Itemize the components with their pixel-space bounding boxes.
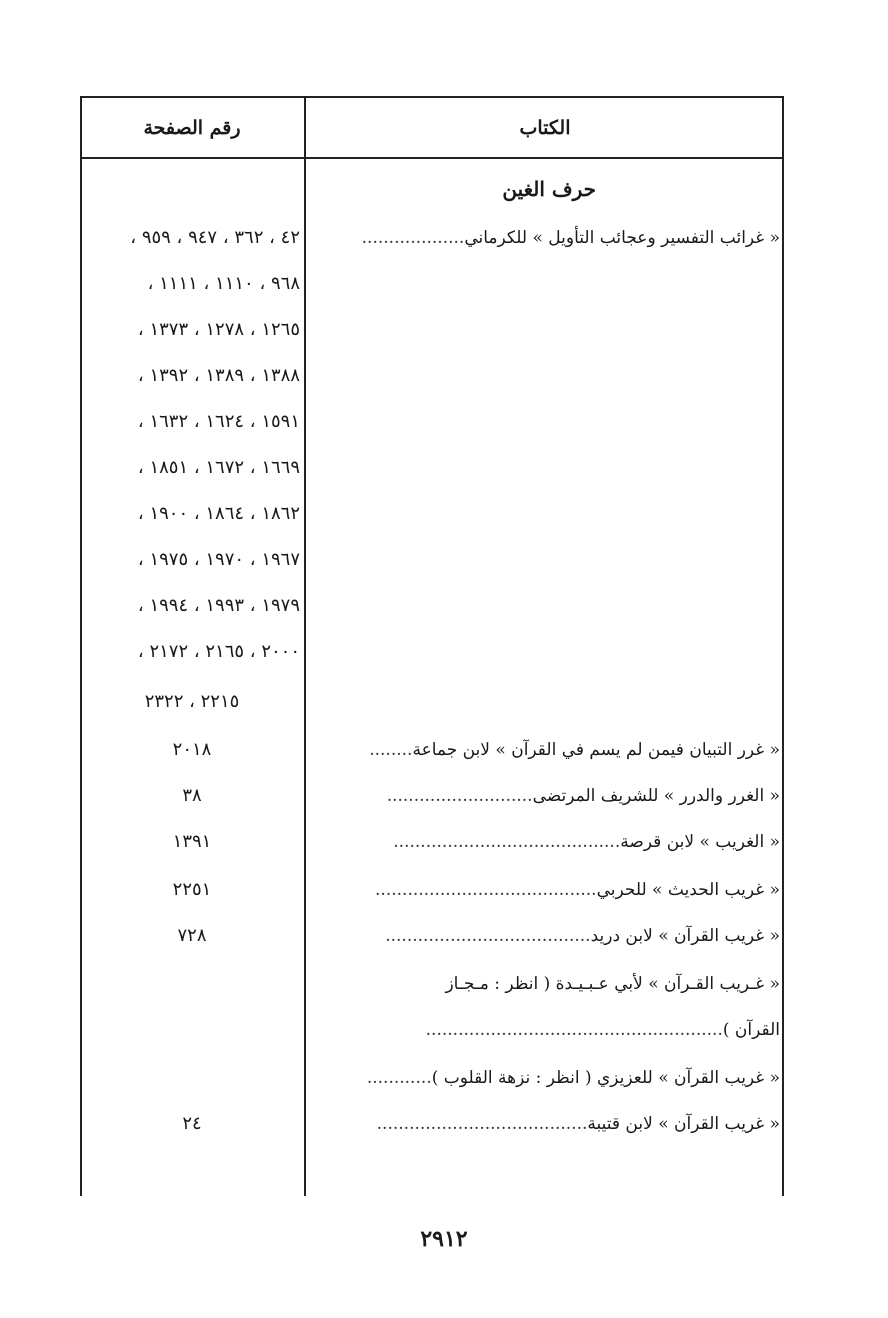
page-number: ٣٨ — [182, 785, 202, 806]
book-entry — [312, 734, 780, 766]
page-number: ١٣٩١ — [172, 831, 212, 852]
section-heading: حرف الغين — [502, 177, 596, 201]
book-entry — [312, 222, 780, 254]
leader-dots: ....................................................... — [425, 1020, 723, 1040]
leader-dots: ................... — [361, 228, 465, 248]
book-entry-continuation — [312, 1014, 780, 1046]
leader-dots: ........................... — [386, 786, 533, 806]
page-number: ٢٠١٨ — [172, 739, 212, 760]
page-list-line: ٩٦٨ ، ١١١٠ ، ١١١١ ، — [147, 273, 300, 294]
book-title: « غريب القرآن » للعزيزي ( انظر : نزهة القلوب ) — [431, 1068, 780, 1088]
leader-dots: ...................................... — [385, 926, 591, 946]
page-number: ٢٤ — [182, 1113, 202, 1134]
column-divider — [304, 96, 306, 1196]
page-column-header: رقم الصفحة — [143, 117, 241, 139]
book-title: « غريب القرآن » لابن قتيبة — [587, 1114, 780, 1134]
page-list-line: ١٩٧٩ ، ١٩٩٣ ، ١٩٩٤ ، — [137, 595, 300, 616]
book-entry — [312, 968, 780, 1000]
book-title: « غرر التبيان فيمن لم يسم في القرآن » لابن جماعة — [412, 740, 780, 760]
book-entry — [312, 780, 780, 812]
book-title: « الغريب » لابن قرصة — [620, 832, 780, 852]
book-entry — [312, 826, 780, 858]
book-title: « غـريب القـرآن » لأبي عـبـيـدة ( انظر : مـجـاز — [445, 974, 780, 994]
leader-dots: ....................................... — [376, 1114, 588, 1134]
page-list-line: ١٩٦٧ ، ١٩٧٠ ، ١٩٧٥ ، — [137, 549, 300, 570]
page-list-line: ١٥٩١ ، ١٦٢٤ ، ١٦٣٢ ، — [137, 411, 300, 432]
page-number: ٧٢٨ — [177, 925, 207, 946]
book-entry — [312, 1062, 780, 1094]
leader-dots: .......................................... — [393, 832, 621, 852]
book-title: « غريب الحديث » للحربي — [596, 880, 780, 900]
book-title-continuation: القرآن ) — [722, 1020, 780, 1040]
page-list-line: ١٢٦٥ ، ١٢٧٨ ، ١٣٧٣ ، — [137, 319, 300, 340]
leader-dots: ........ — [369, 740, 413, 760]
page-list-line: ١٨٦٢ ، ١٨٦٤ ، ١٩٠٠ ، — [137, 503, 300, 524]
book-entry — [312, 920, 780, 952]
book-title: « الغرر والدرر » للشريف المرتضى — [532, 786, 780, 806]
book-entry — [312, 874, 780, 906]
header-divider — [80, 157, 784, 159]
book-title: « غريب القرآن » لابن دريد — [590, 926, 780, 946]
page-number: ٢٢٥١ — [172, 879, 212, 900]
book-title: « غرائب التفسير وعجائب التأويل » للكرماني — [464, 228, 780, 248]
page-list-line: ١٣٨٨ ، ١٣٨٩ ، ١٣٩٢ ، — [137, 365, 300, 386]
leader-dots: ............ — [366, 1068, 432, 1088]
footer-page-number: ٢٩١٢ — [420, 1226, 468, 1252]
book-entry — [312, 1108, 780, 1140]
leader-dots: ......................................... — [375, 880, 597, 900]
book-column-header: الكتاب — [519, 117, 571, 139]
page-list-line: ١٦٦٩ ، ١٦٧٢ ، ١٨٥١ ، — [137, 457, 300, 478]
page-list-line: ٢٠٠٠ ، ٢١٦٥ ، ٢١٧٢ ، — [137, 641, 300, 662]
page-list-line: ٢٢١٥ ، ٢٣٢٢ — [144, 691, 240, 712]
page-list-line: ٤٢ ، ٣٦٢ ، ٩٤٧ ، ٩٥٩ ، — [130, 227, 300, 248]
